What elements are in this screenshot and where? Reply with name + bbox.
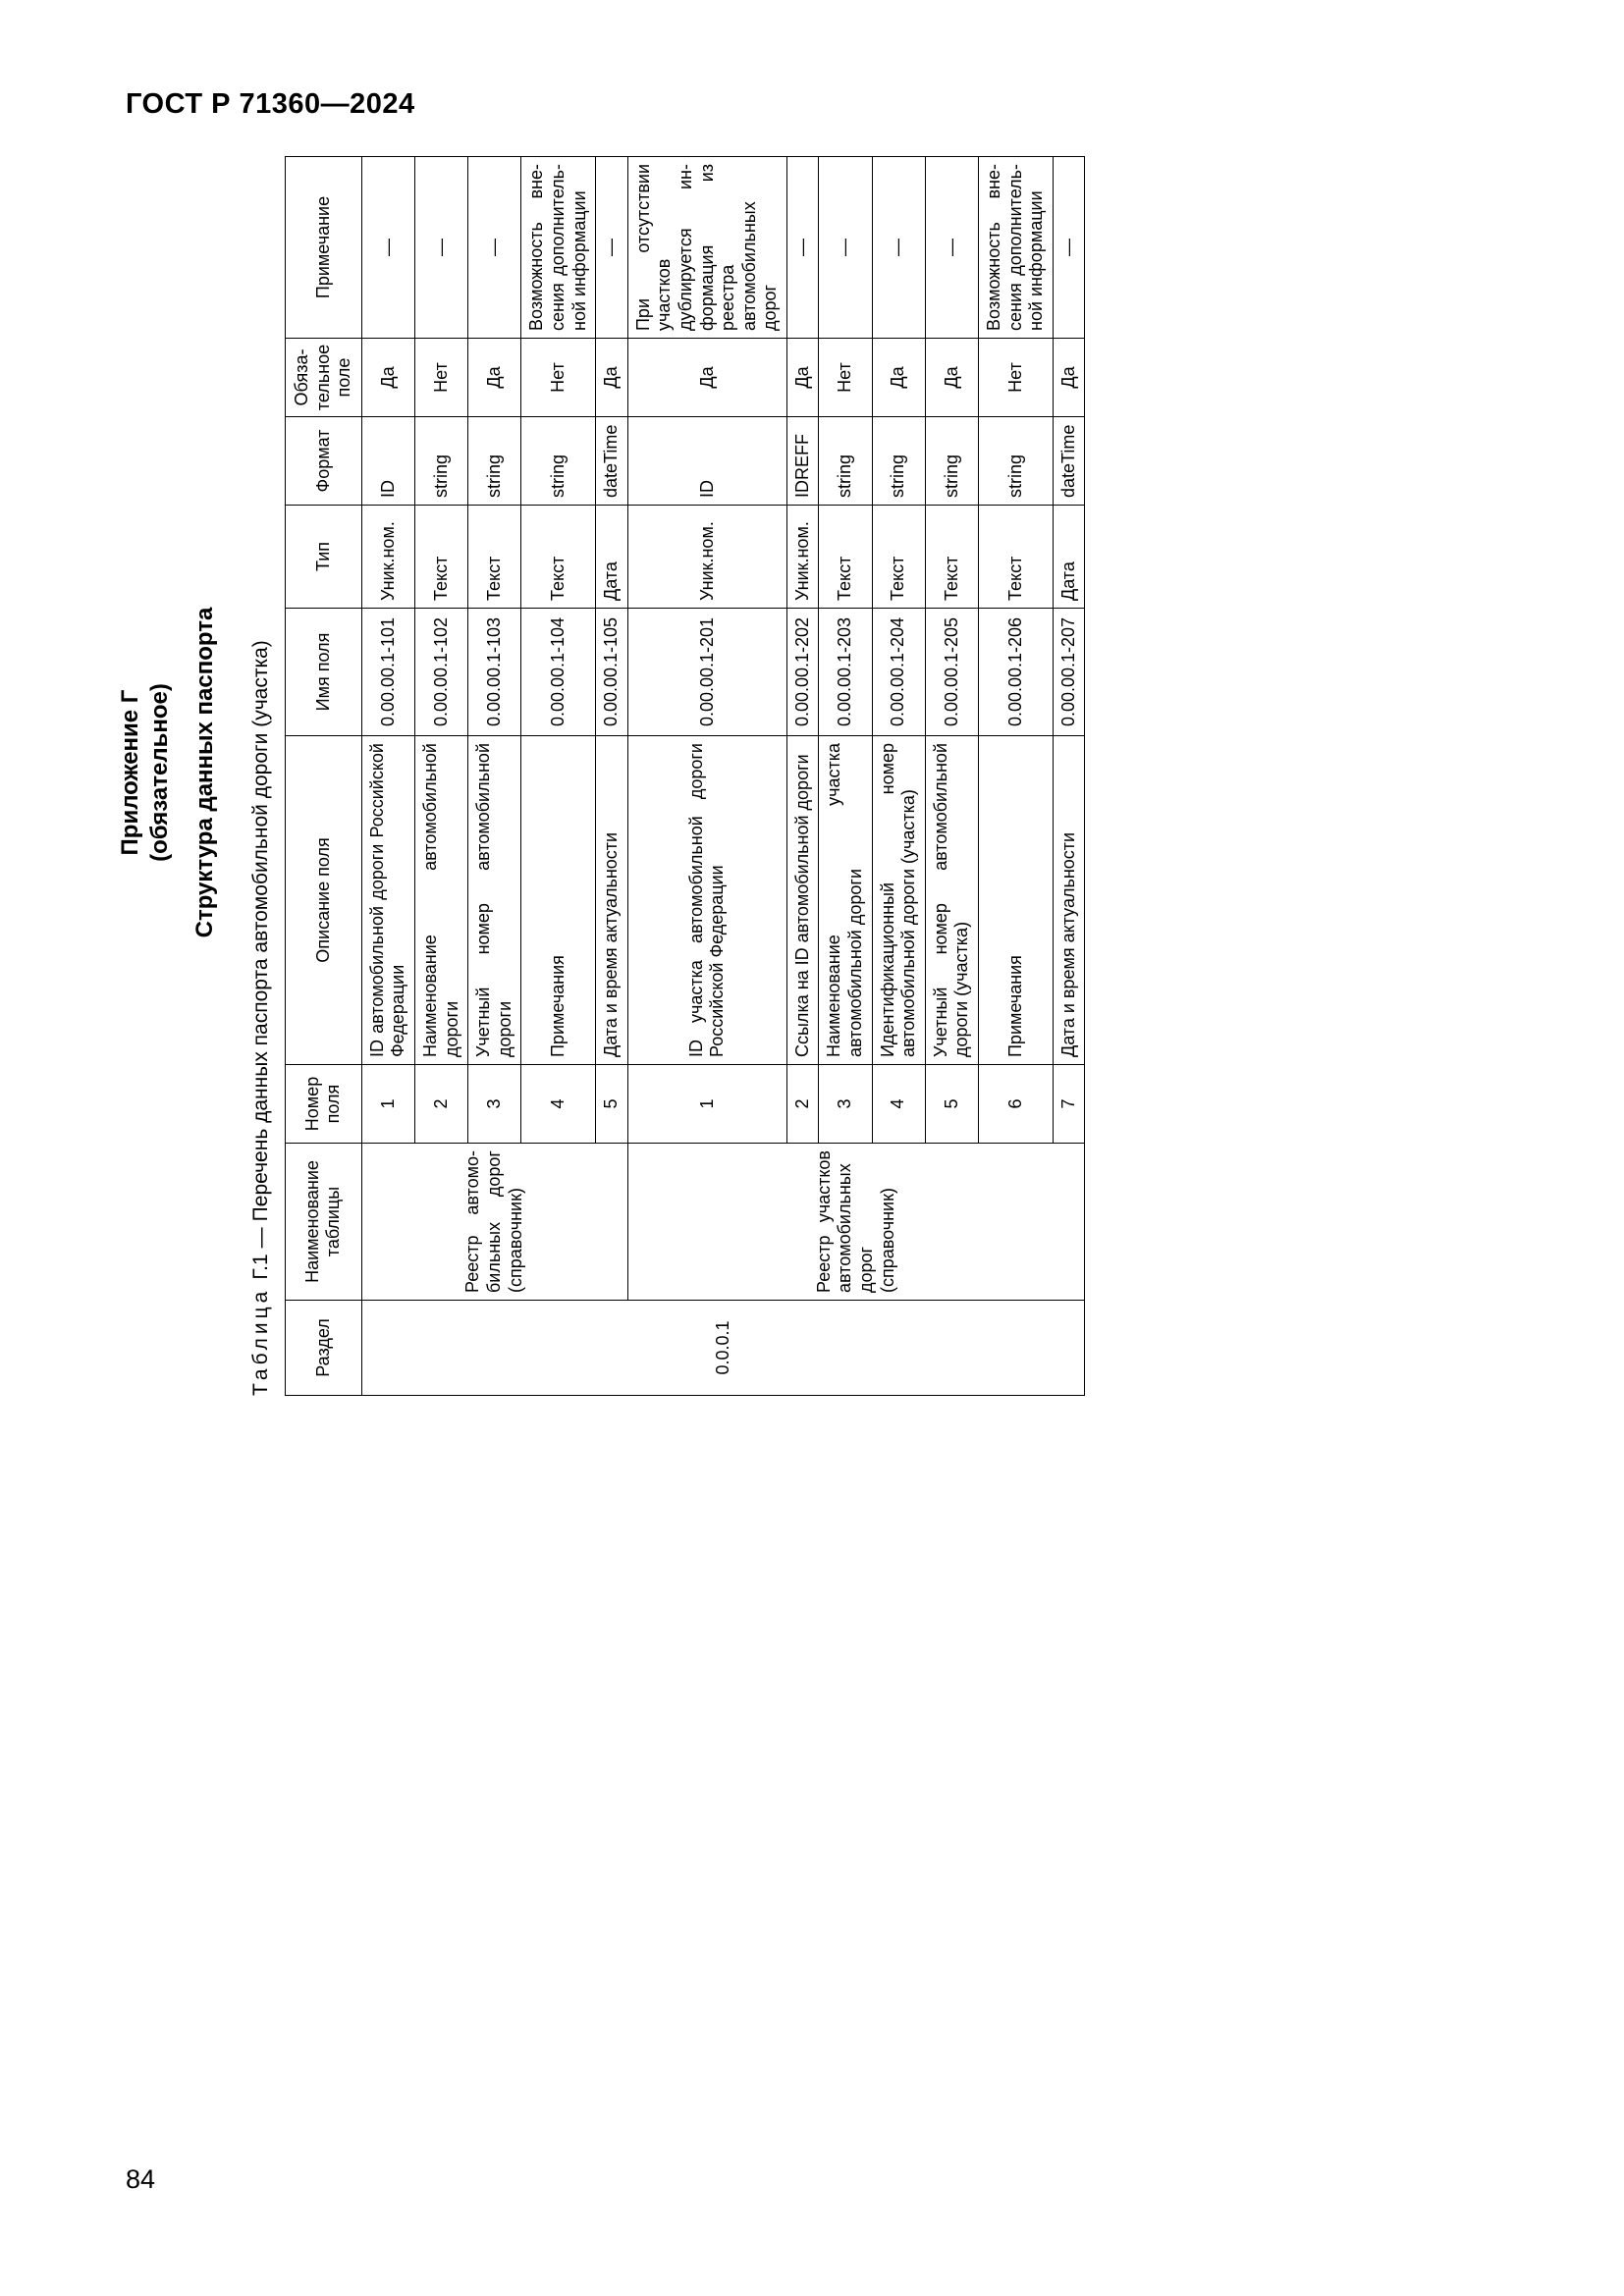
field-name-cell: 0.00.00.1-102 — [414, 609, 467, 736]
field-type-cell: Текст — [979, 506, 1054, 609]
note-cell: — — [819, 157, 872, 339]
field-description-cell: Учетный номер автомобильной дороги (участка) — [925, 736, 978, 1065]
field-format-cell: dateTime — [1053, 417, 1085, 506]
appendix-title: Приложение Г — [117, 689, 143, 856]
table-caption — [249, 149, 273, 1396]
note-cell: При отсутствии участков дублируется информация из реестра автомобильных дорог — [627, 157, 786, 339]
note-cell: Возможность внесения дополнительной информации — [521, 157, 596, 339]
table-row — [627, 157, 786, 1396]
field-type-cell: Текст — [414, 506, 467, 609]
field-name-cell: 0.00.00.1-202 — [786, 609, 819, 736]
rotated-landscape-content — [116, 149, 1078, 1396]
table-header-row — [286, 157, 362, 1396]
column-header: Формат — [286, 417, 362, 506]
required-field-cell: Да — [468, 339, 521, 417]
field-name-cell: 0.00.00.1-207 — [1053, 609, 1085, 736]
field-description-cell: Ссылка на ID автомобильной дороги — [786, 736, 819, 1065]
page-number: 84 — [126, 2164, 156, 2194]
field-description-cell: Примечания — [979, 736, 1054, 1065]
field-format-cell: ID — [627, 417, 786, 506]
required-field-cell: Да — [872, 339, 925, 417]
field-number-cell: 2 — [414, 1065, 467, 1144]
field-type-cell: Текст — [468, 506, 521, 609]
field-description-cell: Примечания — [521, 736, 596, 1065]
field-number-cell: 6 — [979, 1065, 1054, 1144]
field-name-cell: 0.00.00.1-201 — [627, 609, 786, 736]
note-cell: — — [1053, 157, 1085, 339]
table-caption-dash: — — [249, 1227, 272, 1249]
field-name-cell: 0.00.00.1-103 — [468, 609, 521, 736]
table-name-cell: Реестр автомобильных дорог (справочник) — [361, 1144, 627, 1301]
field-number-cell: 3 — [819, 1065, 872, 1144]
field-number-cell: 2 — [786, 1065, 819, 1144]
field-format-cell: string — [468, 417, 521, 506]
field-number-cell: 7 — [1053, 1065, 1085, 1144]
required-field-cell: Да — [627, 339, 786, 417]
field-description-cell: Наименование участка автомобильной дороги — [819, 736, 872, 1065]
required-field-cell: Нет — [414, 339, 467, 417]
table-body — [361, 157, 1085, 1396]
column-header: Описание поля — [286, 736, 362, 1065]
field-name-cell: 0.00.00.1-204 — [872, 609, 925, 736]
table-name-cell: Реестр участков автомобильных дорог (справочник) — [627, 1144, 1085, 1301]
field-description-cell: Учетный номер автомобильной дороги — [468, 736, 521, 1065]
field-number-cell: 4 — [521, 1065, 596, 1144]
appendix-title-mandatory: (обязательное) — [146, 683, 173, 862]
field-type-cell: Дата — [1053, 506, 1085, 609]
note-cell: — — [872, 157, 925, 339]
field-number-cell: 5 — [596, 1065, 628, 1144]
note-cell: — — [414, 157, 467, 339]
field-type-cell: Уник.ном. — [361, 506, 414, 609]
required-field-cell: Да — [596, 339, 628, 417]
column-header: Номер поля — [286, 1065, 362, 1144]
field-type-cell: Уник.ном. — [786, 506, 819, 609]
passport-data-table — [285, 156, 1085, 1396]
required-field-cell: Нет — [521, 339, 596, 417]
document-header: ГОСТ Р 71360—2024 — [126, 88, 415, 120]
field-type-cell: Текст — [925, 506, 978, 609]
field-type-cell: Дата — [596, 506, 628, 609]
field-format-cell: string — [819, 417, 872, 506]
column-header: Наименование таблицы — [286, 1144, 362, 1301]
note-cell: — — [596, 157, 628, 339]
field-format-cell: ID — [361, 417, 414, 506]
field-name-cell: 0.00.00.1-105 — [596, 609, 628, 736]
note-cell: — — [925, 157, 978, 339]
column-header: Раздел — [286, 1301, 362, 1396]
field-name-cell: 0.00.00.1-206 — [979, 609, 1054, 736]
field-number-cell: 1 — [361, 1065, 414, 1144]
column-header: Тип — [286, 506, 362, 609]
field-format-cell: IDREFF — [786, 417, 819, 506]
field-type-cell: Текст — [521, 506, 596, 609]
note-cell: — — [786, 157, 819, 339]
field-name-cell: 0.00.00.1-203 — [819, 609, 872, 736]
field-type-cell: Текст — [819, 506, 872, 609]
field-number-cell: 1 — [627, 1065, 786, 1144]
field-type-cell: Текст — [872, 506, 925, 609]
table-caption-word: Таблица — [249, 1287, 272, 1396]
field-format-cell: string — [521, 417, 596, 506]
field-description-cell: Наименование автомобильной дороги — [414, 736, 467, 1065]
field-description-cell: Дата и время актуальности — [1053, 736, 1085, 1065]
field-name-cell: 0.00.00.1-101 — [361, 609, 414, 736]
field-type-cell: Уник.ном. — [627, 506, 786, 609]
field-name-cell: 0.00.00.1-104 — [521, 609, 596, 736]
required-field-cell: Нет — [979, 339, 1054, 417]
appendix-section-title: Структура данных паспорта — [191, 607, 218, 938]
column-header: Примечание — [286, 157, 362, 339]
column-header: Имя поля — [286, 609, 362, 736]
field-description-cell: ID участка автомобильной дороги Российской Федерации — [627, 736, 786, 1065]
required-field-cell: Да — [925, 339, 978, 417]
table-row — [361, 157, 414, 1396]
field-format-cell: string — [872, 417, 925, 506]
field-format-cell: string — [925, 417, 978, 506]
required-field-cell: Да — [786, 339, 819, 417]
field-description-cell: Идентификационный номер автомобильной дороги (участка) — [872, 736, 925, 1065]
column-header: Обязательное поле — [286, 339, 362, 417]
section-cell: 0.0.0.1 — [361, 1301, 1085, 1396]
field-name-cell: 0.00.00.1-205 — [925, 609, 978, 736]
field-description-cell: ID автомобильной дороги Российской Федерации — [361, 736, 414, 1065]
field-number-cell: 3 — [468, 1065, 521, 1144]
note-cell: — — [468, 157, 521, 339]
required-field-cell: Нет — [819, 339, 872, 417]
field-description-cell: Дата и время актуальности — [596, 736, 628, 1065]
table-caption-number: Г.1 — [249, 1254, 272, 1280]
note-cell: Возможность внесения дополнительной информации — [979, 157, 1054, 339]
field-number-cell: 5 — [925, 1065, 978, 1144]
field-format-cell: string — [414, 417, 467, 506]
table-caption-text: Перечень данных паспорта автомобильной дороги (участка) — [249, 640, 272, 1222]
table-header — [286, 157, 362, 1396]
field-number-cell: 4 — [872, 1065, 925, 1144]
required-field-cell: Да — [1053, 339, 1085, 417]
note-cell: — — [361, 157, 414, 339]
field-format-cell: string — [979, 417, 1054, 506]
field-format-cell: dateTime — [596, 417, 628, 506]
required-field-cell: Да — [361, 339, 414, 417]
